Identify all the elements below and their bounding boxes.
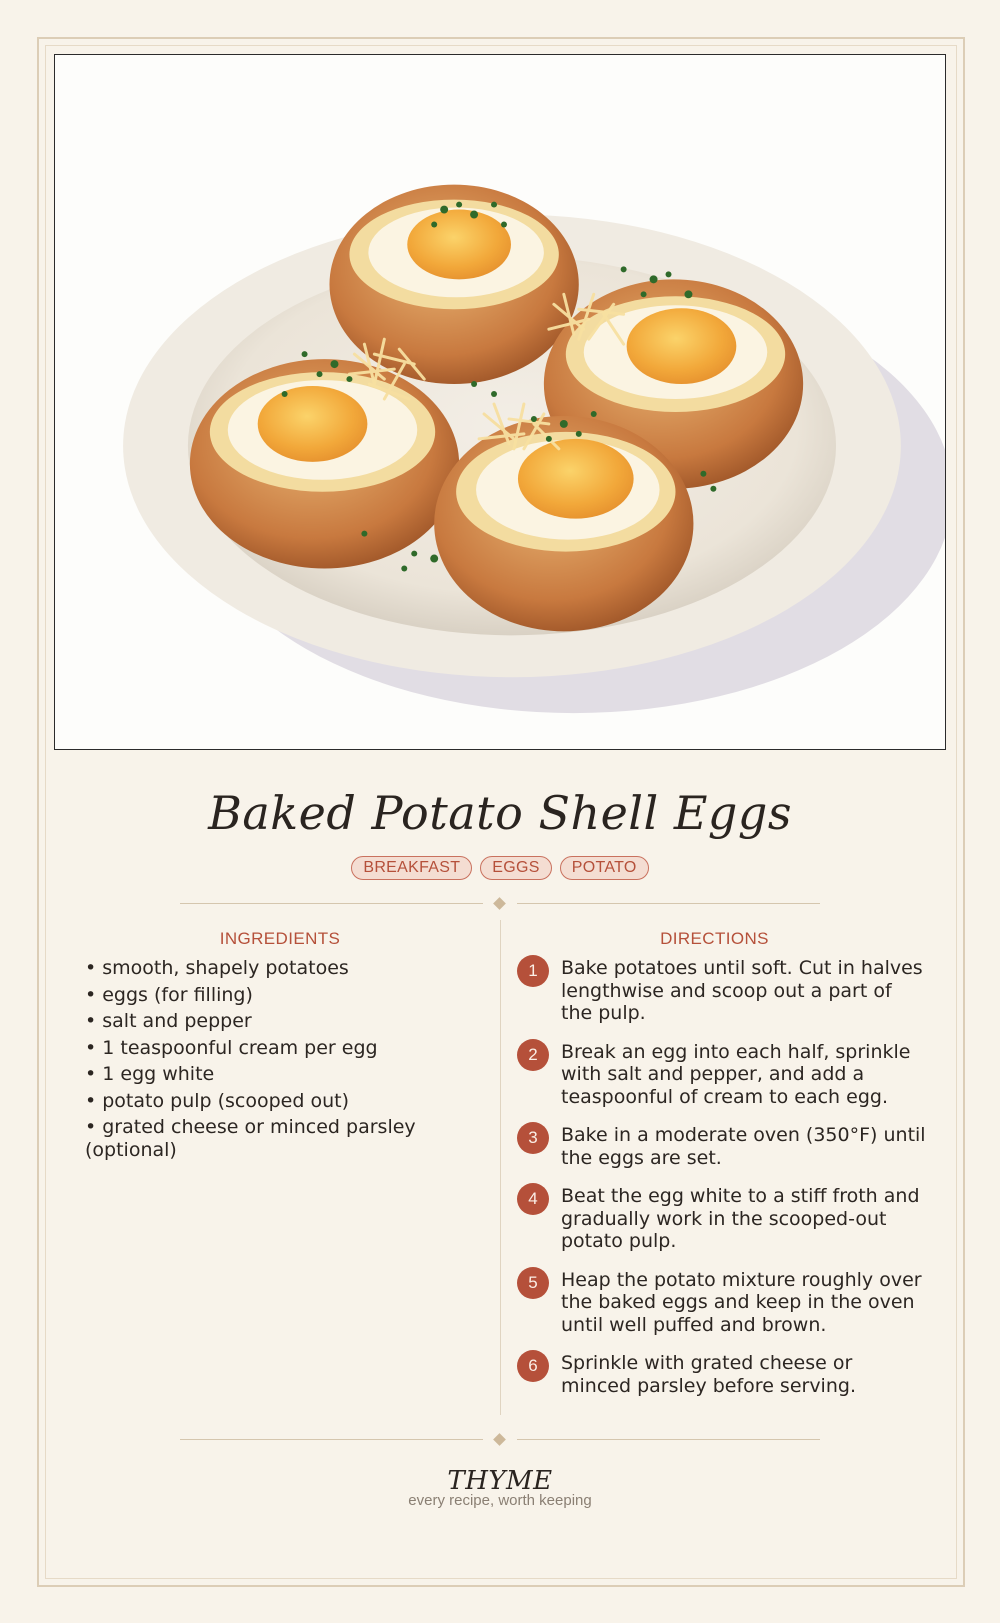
- direction-step: [517, 1183, 927, 1253]
- tag-breakfast[interactable]: BREAKFAST: [351, 856, 472, 880]
- list-item: • smooth, shapely potatoes: [85, 957, 349, 979]
- step-number-badge: 2: [517, 1039, 549, 1071]
- step-number-badge: 5: [517, 1267, 549, 1299]
- list-item: • 1 egg white: [85, 1063, 215, 1085]
- recipe-tags: [0, 856, 1000, 880]
- list-item: • 1 teaspoonful cream per egg: [85, 1036, 378, 1059]
- direction-step: [517, 1039, 927, 1109]
- brand-tagline: every recipe, worth keeping: [408, 1492, 592, 1509]
- top-divider: [180, 897, 820, 911]
- list-item: • eggs (for filling): [85, 983, 253, 1006]
- direction-step: [517, 1350, 927, 1397]
- recipe-photo: [54, 54, 946, 750]
- step-text: Break an egg into each half, sprinkle with salt and pepper, and add a teaspoonful of cream to each egg.: [561, 1040, 911, 1108]
- step-number-badge: 1: [517, 955, 549, 987]
- brand-logo-text: THYME: [447, 1466, 553, 1496]
- step-text: Beat the egg white to a stiff froth and gradually work in the scooped-out potato pulp.: [561, 1185, 920, 1252]
- recipe-title: Baked Potato Shell Eggs: [208, 786, 792, 840]
- diamond-ornament-icon: [493, 1433, 506, 1446]
- column-separator: [500, 920, 501, 1415]
- baked-potato-eggs-illustration: [55, 55, 945, 749]
- step-text: Bake in a moderate oven (350°F) until the eggs are set.: [561, 1124, 926, 1169]
- step-number-badge: 4: [517, 1183, 549, 1215]
- step-text: Heap the potato mixture roughly over the baked eggs and keep in the oven until well puffed and brown.: [561, 1268, 922, 1336]
- directions-heading: DIRECTIONS: [660, 929, 769, 948]
- list-item: • salt and pepper: [85, 1010, 252, 1032]
- ingredients-list: [85, 957, 475, 1166]
- directions-list: [517, 955, 927, 1411]
- direction-step: [517, 1267, 927, 1337]
- list-item: • grated cheese or minced parsley (optional): [85, 1116, 416, 1161]
- tag-eggs[interactable]: EGGS: [480, 856, 551, 880]
- tag-potato[interactable]: POTATO: [560, 856, 649, 880]
- step-text: Bake potatoes until soft. Cut in halves lengthwise and scoop out a part of the pulp.: [561, 957, 923, 1024]
- list-item: • potato pulp (scooped out): [85, 1089, 350, 1112]
- direction-step: [517, 955, 927, 1025]
- bottom-divider: [180, 1433, 820, 1447]
- step-number-badge: 3: [517, 1122, 549, 1154]
- step-text: Sprinkle with grated cheese or minced parsley before serving.: [561, 1352, 856, 1397]
- step-number-badge: 6: [517, 1350, 549, 1382]
- ingredients-heading: INGREDIENTS: [219, 929, 341, 948]
- diamond-ornament-icon: [493, 897, 506, 910]
- direction-step: [517, 1122, 927, 1169]
